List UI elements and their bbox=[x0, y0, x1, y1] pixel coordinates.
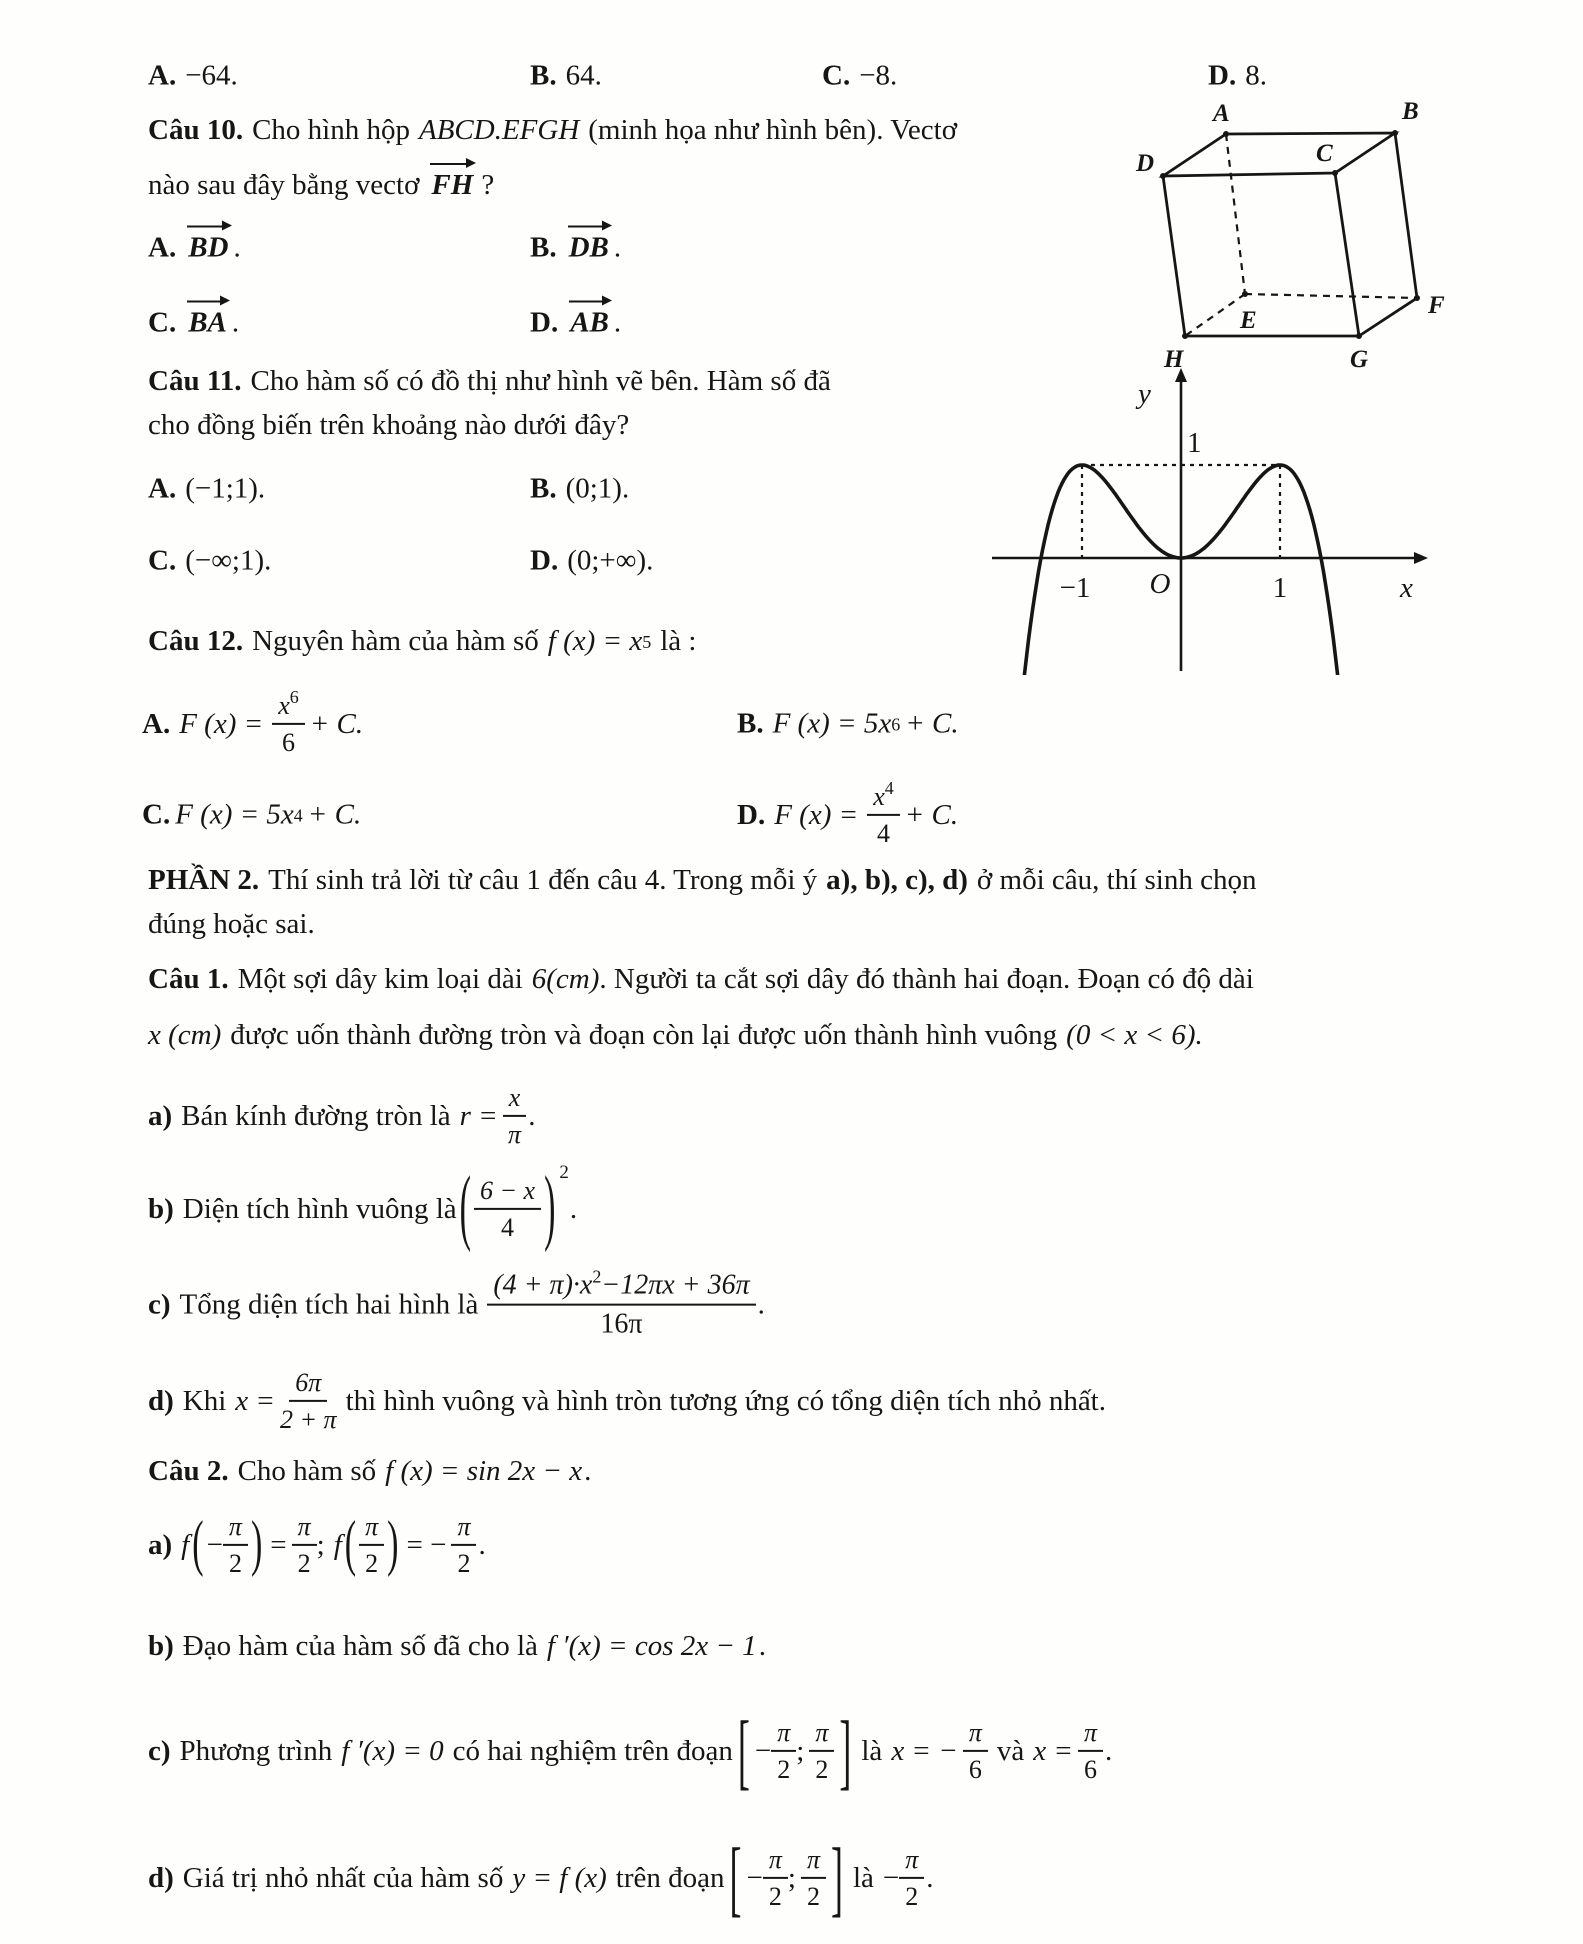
item-suffix: . bbox=[758, 1630, 766, 1662]
item-label: a) bbox=[148, 1099, 173, 1132]
exponent: 6 bbox=[289, 686, 299, 707]
box-hidden-edges bbox=[1185, 134, 1417, 336]
item-text: và bbox=[996, 1734, 1025, 1767]
item-text: Giá trị nhỏ nhất của hàm số bbox=[182, 1861, 504, 1894]
option-value: (−∞;1). bbox=[185, 544, 272, 577]
frac-den: 6 bbox=[281, 728, 295, 757]
item-suffix: . bbox=[1104, 1734, 1113, 1767]
cau1-math: (0 < x < 6). bbox=[1066, 1019, 1203, 1051]
frac-num: π bbox=[809, 1718, 834, 1752]
big-paren-open: ( bbox=[459, 1161, 471, 1254]
exponent: 2 bbox=[559, 1162, 569, 1183]
frac-den: 6 bbox=[968, 1755, 982, 1784]
option-letter: A. bbox=[148, 59, 177, 92]
big-bracket-open: [ bbox=[729, 1831, 742, 1925]
option-math: F (x) = 5x bbox=[175, 798, 294, 831]
big-bracket-open: [ bbox=[737, 1704, 750, 1798]
option-math: + C. bbox=[307, 798, 362, 831]
big-paren-open: ( bbox=[344, 1509, 357, 1579]
vertex-label-A: A bbox=[1213, 100, 1230, 127]
phan2-line2 bbox=[148, 908, 315, 941]
fraction bbox=[801, 1845, 826, 1911]
fraction bbox=[451, 1512, 476, 1578]
equals: = bbox=[270, 1528, 287, 1561]
frac-num: π bbox=[899, 1845, 924, 1879]
item-text: Khi bbox=[182, 1384, 227, 1417]
item-label: b) bbox=[148, 1630, 174, 1662]
q10-text: nào sau đây bằng vectơ bbox=[148, 169, 420, 201]
vertex-label-F: F bbox=[1428, 292, 1445, 319]
q10-option-c bbox=[148, 298, 239, 349]
phan2-text: đúng hoặc sai. bbox=[148, 908, 315, 940]
fraction bbox=[1078, 1718, 1103, 1784]
frac-den: 2 bbox=[815, 1755, 829, 1784]
frac-den: 4 bbox=[501, 1213, 515, 1242]
frac-den: 2 bbox=[777, 1755, 791, 1784]
separator: ; bbox=[796, 1734, 805, 1767]
fraction bbox=[963, 1718, 988, 1784]
item-text: Diện tích hình vuông là bbox=[182, 1192, 457, 1225]
cau2-suffix: . bbox=[584, 1455, 592, 1487]
option-letter: B. bbox=[530, 231, 557, 264]
cau1-math: 6(cm) bbox=[531, 963, 600, 995]
q11-option-b bbox=[530, 473, 629, 506]
q11-text: cho đồng biến trên khoảng nào dưới đây? bbox=[148, 409, 630, 441]
fraction bbox=[280, 1368, 337, 1434]
q10-label: Câu 10. bbox=[148, 114, 244, 146]
answer-option-b bbox=[530, 60, 602, 93]
q11-label: Câu 11. bbox=[148, 365, 242, 397]
q11-line2 bbox=[148, 409, 629, 442]
item-text: là bbox=[852, 1861, 874, 1894]
frac-num: (4 + π)·x bbox=[493, 1269, 593, 1301]
q10-text: (minh họa như hình bên). Vectơ bbox=[588, 114, 958, 146]
fraction bbox=[474, 1176, 541, 1242]
item-text: Phương trình bbox=[179, 1734, 333, 1767]
q12-label: Câu 12. bbox=[148, 625, 244, 657]
item-text: Tổng diện tích hai hình là bbox=[179, 1288, 479, 1321]
option-letter: C. bbox=[148, 544, 177, 577]
frac-den: 2 bbox=[768, 1882, 782, 1911]
q10-math: ABCD.EFGH bbox=[418, 114, 580, 146]
big-paren-open: ( bbox=[192, 1509, 204, 1579]
vector-AB: AB bbox=[567, 298, 612, 340]
frac-den: 2 bbox=[806, 1882, 820, 1911]
item-label: a) bbox=[148, 1528, 173, 1561]
item-math: x = bbox=[1033, 1734, 1073, 1767]
answer-option-a bbox=[148, 60, 238, 93]
vertex-label-E: E bbox=[1240, 307, 1257, 334]
phan2-text: ở mỗi câu, thí sinh chọn bbox=[976, 864, 1257, 896]
minus-sign: − bbox=[206, 1528, 223, 1561]
cau2-item-b bbox=[148, 1630, 766, 1663]
frac-num: π bbox=[963, 1718, 988, 1752]
phan2-line1 bbox=[148, 864, 1256, 897]
answer-option-c bbox=[822, 60, 897, 93]
q12-math: f (x) = x bbox=[547, 625, 643, 657]
frac-den: 2 bbox=[297, 1549, 311, 1578]
frac-num: π bbox=[223, 1512, 248, 1546]
option-math: F (x) = bbox=[774, 798, 859, 831]
function-graph bbox=[980, 345, 1450, 675]
frac-num: π bbox=[763, 1845, 788, 1879]
item-text: là bbox=[861, 1734, 883, 1767]
frac-den: 4 bbox=[876, 819, 890, 848]
item-text: thì hình vuông và hình tròn tương ứng có tổng diện tích nhỏ nhất. bbox=[345, 1384, 1106, 1417]
option-letter: B. bbox=[737, 707, 764, 740]
option-suffix: . bbox=[613, 306, 622, 339]
cau2-item-d bbox=[148, 1831, 934, 1925]
minus-sign: − bbox=[882, 1861, 900, 1894]
cau1-item-d bbox=[148, 1368, 1106, 1434]
y-axis-label: y bbox=[1138, 378, 1151, 410]
exponent: 2 bbox=[592, 1266, 602, 1287]
cau2-item-c bbox=[148, 1704, 1113, 1798]
option-math: F (x) = bbox=[179, 707, 264, 740]
phan2-label: PHẦN 2. bbox=[148, 864, 260, 896]
option-letter: D. bbox=[737, 798, 766, 831]
frac-den: π bbox=[508, 1120, 522, 1149]
phan2-bold: a), b), c), d) bbox=[826, 864, 968, 896]
item-label: d) bbox=[148, 1384, 174, 1417]
fraction bbox=[899, 1845, 924, 1911]
item-label: c) bbox=[148, 1734, 171, 1767]
option-suffix: . bbox=[231, 306, 240, 339]
x-tick-1: 1 bbox=[1272, 572, 1288, 604]
option-value: 64. bbox=[565, 59, 602, 92]
separator: ; bbox=[787, 1861, 796, 1894]
option-letter: D. bbox=[530, 306, 559, 339]
frac-num: 6 − x bbox=[474, 1176, 541, 1210]
frac-num: x bbox=[503, 1083, 527, 1117]
option-math: F (x) = 5x bbox=[772, 707, 892, 740]
fraction bbox=[272, 686, 305, 757]
option-letter: C. bbox=[148, 306, 177, 339]
fraction bbox=[809, 1718, 834, 1784]
option-value: −64. bbox=[185, 59, 238, 92]
frac-den: 2 bbox=[228, 1549, 242, 1578]
fraction bbox=[867, 777, 900, 848]
frac-num: π bbox=[771, 1718, 796, 1752]
separator: ; bbox=[316, 1528, 325, 1561]
fraction bbox=[503, 1083, 527, 1149]
q12-option-a bbox=[142, 686, 364, 757]
option-letter: D. bbox=[530, 544, 559, 577]
cau1-math: x (cm) bbox=[148, 1019, 222, 1051]
option-letter: A. bbox=[148, 472, 177, 505]
item-math: f bbox=[333, 1528, 342, 1561]
item-math: x = bbox=[235, 1384, 275, 1417]
cau2-line1 bbox=[148, 1455, 591, 1488]
q12-text: Nguyên hàm của hàm số bbox=[252, 625, 539, 657]
q10-option-a bbox=[148, 223, 241, 274]
item-math: f ′(x) = cos 2x − 1 bbox=[546, 1630, 757, 1662]
item-text: có hai nghiệm trên đoạn bbox=[452, 1734, 733, 1767]
q11-text: Cho hàm số có đồ thị như hình vẽ bên. Hàm số đã bbox=[250, 365, 831, 397]
option-letter: D. bbox=[1208, 59, 1237, 92]
cau2-item-a bbox=[148, 1509, 486, 1579]
option-letter: C. bbox=[142, 798, 171, 831]
option-math: + C. bbox=[309, 707, 364, 740]
option-letter: B. bbox=[530, 59, 557, 92]
option-suffix: . bbox=[613, 231, 622, 264]
frac-num: π bbox=[801, 1845, 826, 1879]
fraction bbox=[771, 1718, 796, 1784]
q10-text: Cho hình hộp bbox=[252, 114, 410, 146]
frac-num: π bbox=[1078, 1718, 1103, 1752]
cau1-text: được uốn thành đường tròn và đoạn còn lại được uốn thành hình vuông bbox=[230, 1019, 1058, 1051]
item-text: Đạo hàm của hàm số đã cho là bbox=[182, 1630, 538, 1662]
minus-sign: − bbox=[746, 1861, 763, 1894]
frac-num: π bbox=[451, 1512, 476, 1546]
q10-option-d bbox=[530, 298, 621, 349]
cau1-item-c bbox=[148, 1266, 765, 1341]
vertex-label-B: B bbox=[1402, 98, 1419, 125]
fraction bbox=[292, 1512, 317, 1578]
frac-num: x bbox=[873, 781, 885, 811]
box-right-edges bbox=[1359, 133, 1417, 336]
origin-label: O bbox=[1149, 568, 1171, 600]
frac-den: 2 bbox=[457, 1549, 471, 1578]
q12-line1: Câu 12. Nguyên hàm của hàm số f (x) = x 5 là : bbox=[148, 625, 697, 657]
big-paren-close: ) bbox=[544, 1161, 556, 1254]
cau1-line1 bbox=[148, 963, 1254, 996]
option-letter: C. bbox=[822, 59, 851, 92]
q11-option-a bbox=[148, 473, 265, 506]
item-math: r = bbox=[459, 1099, 498, 1132]
box-front-edges bbox=[1163, 173, 1359, 336]
q10-line1 bbox=[148, 114, 957, 147]
option-math: + C. bbox=[904, 798, 959, 831]
item-suffix: . bbox=[757, 1288, 765, 1321]
cau1-item-a bbox=[148, 1083, 536, 1149]
fraction bbox=[487, 1266, 755, 1341]
q10-text: ? bbox=[481, 169, 495, 201]
item-math: f ′(x) = 0 bbox=[341, 1734, 444, 1767]
frac-num: π bbox=[292, 1512, 317, 1546]
vertex-label-H: H bbox=[1164, 346, 1184, 373]
x-axis-arrow bbox=[1414, 552, 1428, 564]
frac-den: 2 bbox=[905, 1882, 919, 1911]
q12-text: là : bbox=[660, 625, 697, 657]
box-vertex-dots bbox=[1160, 130, 1420, 339]
q11-line1 bbox=[148, 365, 831, 398]
frac-den: 6 bbox=[1083, 1755, 1097, 1784]
exponent: 4 bbox=[884, 777, 894, 798]
vector-DB: DB bbox=[566, 223, 612, 265]
cau1-item-b bbox=[148, 1161, 578, 1254]
option-suffix: . bbox=[233, 231, 241, 264]
q12-option-b: B. F (x) = 5x 6 + C. bbox=[737, 707, 959, 740]
fraction bbox=[223, 1512, 248, 1578]
vector-FH: FH bbox=[428, 160, 476, 202]
vertex-label-D: D bbox=[1136, 150, 1155, 177]
frac-den: 2 + π bbox=[280, 1405, 337, 1434]
cau1-label: Câu 1. bbox=[148, 963, 229, 995]
item-suffix: . bbox=[478, 1528, 486, 1561]
big-bracket-close: ] bbox=[830, 1831, 843, 1925]
frac-num: π bbox=[359, 1512, 384, 1546]
cau1-text: Một sợi dây kim loại dài bbox=[237, 963, 523, 995]
q12-option-c: C. F (x) = 5x 4 + C. bbox=[142, 798, 362, 831]
vertex-label-C: C bbox=[1316, 140, 1333, 167]
y-tick-1: 1 bbox=[1187, 427, 1202, 459]
item-suffix: . bbox=[569, 1192, 578, 1225]
item-math: x = − bbox=[891, 1734, 958, 1767]
frac-num: 6π bbox=[289, 1368, 327, 1402]
cau1-text: . Người ta cắt sợi dây đó thành hai đoạn. Đoạn có độ dài bbox=[599, 963, 1254, 995]
y-axis-arrow bbox=[1175, 368, 1187, 382]
parallelepiped-figure bbox=[1128, 85, 1468, 375]
vector-BA: BA bbox=[185, 298, 230, 340]
item-math: y = f (x) bbox=[512, 1861, 607, 1894]
fraction bbox=[359, 1512, 384, 1578]
vertex-label-G: G bbox=[1350, 346, 1369, 373]
frac-den: 16π bbox=[600, 1309, 643, 1340]
option-letter: A. bbox=[148, 231, 177, 264]
option-math: + C. bbox=[905, 707, 959, 740]
q11-option-c bbox=[148, 545, 271, 578]
x-tick-neg1: −1 bbox=[1059, 572, 1091, 604]
frac-num: −12πx + 36π bbox=[601, 1269, 750, 1301]
fraction bbox=[763, 1845, 788, 1911]
frac-den: 2 bbox=[365, 1549, 379, 1578]
item-suffix: . bbox=[926, 1861, 934, 1894]
cau2-label: Câu 2. bbox=[148, 1455, 229, 1487]
cau2-math: f (x) = sin 2x − x bbox=[385, 1455, 583, 1487]
vector-BD: BD bbox=[185, 223, 231, 265]
big-bracket-close: ] bbox=[839, 1704, 852, 1798]
q12-option-d bbox=[737, 777, 959, 848]
cau1-line2 bbox=[148, 1019, 1203, 1052]
option-value: 8. bbox=[1245, 59, 1267, 92]
q11-option-d bbox=[530, 545, 653, 578]
item-text: trên đoạn bbox=[615, 1861, 725, 1894]
item-text: Bán kính đường tròn là bbox=[181, 1099, 451, 1132]
minus-sign: − bbox=[754, 1734, 772, 1767]
option-value: (0;1). bbox=[565, 472, 630, 505]
big-paren-close: ) bbox=[387, 1509, 399, 1579]
cau2-text: Cho hàm số bbox=[237, 1455, 377, 1487]
q10-option-b bbox=[530, 223, 621, 274]
option-value: −8. bbox=[859, 59, 898, 92]
item-label: c) bbox=[148, 1288, 171, 1321]
option-value: (0;+∞). bbox=[567, 544, 654, 577]
big-paren-close: ) bbox=[250, 1509, 263, 1579]
equals: = − bbox=[406, 1528, 447, 1561]
item-suffix: . bbox=[528, 1099, 536, 1132]
option-letter: B. bbox=[530, 472, 557, 505]
item-label: b) bbox=[148, 1192, 174, 1225]
option-letter: A. bbox=[142, 707, 171, 740]
option-value: (−1;1). bbox=[185, 472, 266, 505]
item-math: f bbox=[181, 1528, 190, 1561]
x-axis-label: x bbox=[1400, 572, 1413, 604]
item-label: d) bbox=[148, 1861, 174, 1894]
phan2-text: Thí sinh trả lời từ câu 1 đến câu 4. Trong mỗi ý bbox=[268, 864, 818, 896]
q10-line2 bbox=[148, 160, 494, 211]
frac-num: x bbox=[278, 690, 290, 720]
box-top-face bbox=[1163, 133, 1395, 176]
